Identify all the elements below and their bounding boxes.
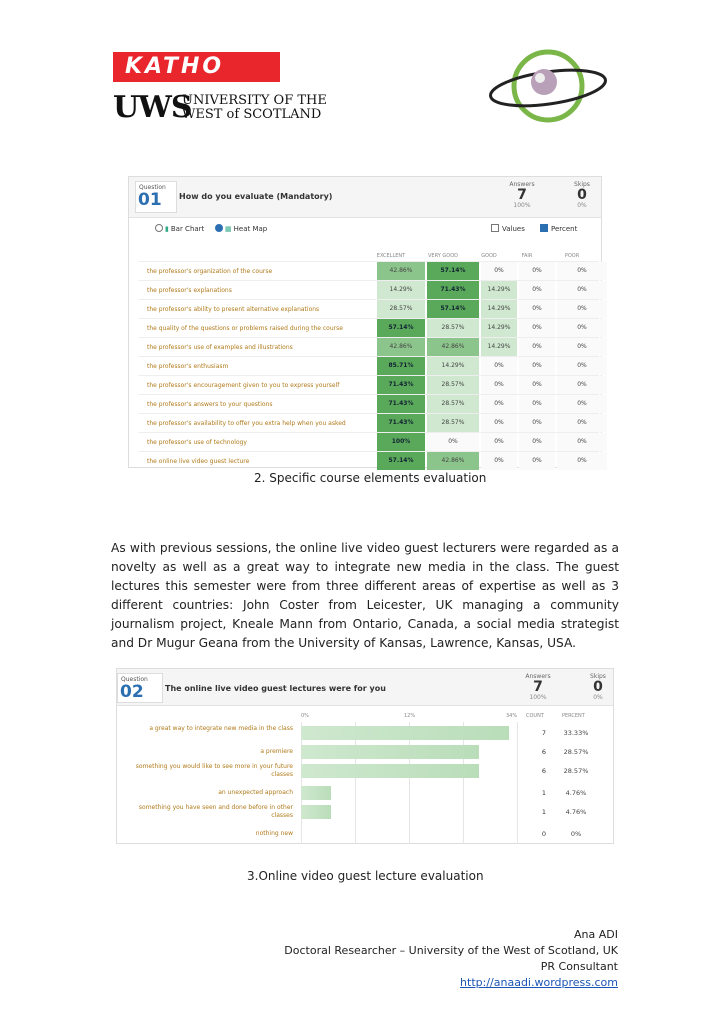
heatmap-cell: 0%: [557, 338, 607, 356]
heatmap-cell: 57.14%: [377, 452, 425, 470]
heatmap-cell: 71.43%: [427, 281, 479, 299]
bar-chart-label: Bar Chart: [170, 225, 205, 233]
heat-map-option[interactable]: [215, 224, 267, 233]
bar-count: 7: [541, 729, 547, 737]
heatmap-cell: 14.29%: [481, 319, 517, 337]
percent-header: PERCENT: [562, 713, 585, 719]
caption-figure-3: 3.Online video guest lecture evaluation: [247, 869, 484, 883]
heatmap-cell: 0%: [519, 300, 555, 318]
heatmap-cell: 71.43%: [377, 414, 425, 432]
view-toolbar: [129, 218, 601, 240]
heatmap-cell: 28.57%: [427, 414, 479, 432]
percent-label: Percent: [551, 225, 578, 233]
heatmap-cell: 0%: [481, 414, 517, 432]
bar-percent: 0%: [570, 830, 582, 838]
heatmap-cell: 14.29%: [377, 281, 425, 299]
bar: [301, 745, 479, 759]
heatmap-cell: 0%: [557, 414, 607, 432]
heatmap-cell: 0%: [481, 357, 517, 375]
uws-logo-mark: UWS: [113, 90, 192, 125]
bar-label: a premiere: [260, 748, 293, 755]
question-number: 01: [138, 190, 162, 210]
answers-stat: [497, 181, 547, 209]
table-row: [139, 375, 599, 395]
checkbox-checked-icon[interactable]: [540, 224, 548, 232]
answers-label: Answers: [525, 673, 551, 680]
body-paragraph: As with previous sessions, the online live video guest lecturers were regarded as a novelty as well as a great way to integrate new media in the class. The guest lectures this semester were from three different areas of expertise as well as 3 different countries: John Coster from Leicester, UK managing a community journalism project, Kneale Mann from Ontario, Canada, a social media strategist and Dr Mugur Geana from the University of Kansas, Lawrence, Kansas, USA.: [111, 541, 619, 650]
skips-percent: 0%: [577, 202, 587, 209]
bar-percent: 4.76%: [565, 808, 587, 816]
heatmap-cell: 71.43%: [377, 395, 425, 413]
row-label: the online live video guest lecture: [147, 458, 250, 465]
bar-label: an unexpected approach: [218, 789, 293, 796]
signature-block: [284, 927, 618, 991]
uws-name-line2: WEST of SCOTLAND: [182, 107, 322, 122]
checkbox-icon[interactable]: [491, 224, 499, 232]
column-header: VERY GOOD: [428, 253, 458, 259]
uws-name-line1: UNIVERSITY OF THE: [182, 93, 327, 108]
values-option[interactable]: [491, 224, 525, 233]
heatmap-cell: 14.29%: [427, 357, 479, 375]
row-label: the professor's explanations: [147, 287, 232, 294]
row-label: the professor's ability to present alternative explanations: [147, 306, 320, 313]
heatmap-cell: 71.43%: [377, 376, 425, 394]
heatmap-cell: 0%: [519, 395, 555, 413]
bar-count: 6: [541, 748, 547, 756]
grid-line: [301, 722, 302, 844]
question-label: Question: [139, 184, 166, 191]
heatmap-cell: 57.14%: [427, 262, 479, 280]
bar: [301, 764, 479, 778]
question-title: How do you evaluate (Mandatory): [179, 192, 333, 201]
bar-count: 0: [541, 830, 547, 838]
axis-tick-label: 0%: [301, 713, 309, 719]
answers-label: Answers: [509, 181, 535, 188]
radio-selected-icon[interactable]: [215, 224, 223, 232]
heatmap-cell: 0%: [481, 376, 517, 394]
question-title: The online live video guest lectures were for you: [165, 684, 386, 693]
heatmap-cell: 0%: [519, 376, 555, 394]
heatmap-cell: 14.29%: [481, 300, 517, 318]
skips-percent: 0%: [593, 694, 603, 701]
column-header: FAIR: [521, 253, 533, 259]
heatmap-cell: 28.57%: [427, 319, 479, 337]
heatmap-cell: 0%: [519, 357, 555, 375]
heatmap-cell: 0%: [481, 262, 517, 280]
question-badge: [117, 673, 163, 703]
question-header: [129, 177, 601, 218]
skips-stat: [557, 181, 607, 209]
heatmap-cell: 0%: [481, 452, 517, 470]
column-header: GOOD: [481, 253, 497, 259]
bar: [301, 786, 331, 800]
bar-count: 1: [541, 789, 547, 797]
column-header: EXCELLENT: [376, 253, 406, 259]
answers-percent: 100%: [513, 202, 531, 209]
bar-percent: 28.57%: [563, 767, 589, 775]
table-row: [139, 356, 599, 376]
heatmap-cell: 42.86%: [377, 262, 425, 280]
count-header: COUNT: [526, 713, 544, 719]
skips-value: 0: [577, 187, 587, 203]
row-label: the professor's organization of the course: [147, 268, 273, 275]
heatmap-cell: 42.86%: [427, 452, 479, 470]
row-label: the professor's encouragement given to you to express yourself: [147, 382, 340, 389]
skips-stat: [573, 673, 623, 701]
bar: [301, 805, 331, 819]
row-label: the professor's use of examples and illustrations: [147, 344, 293, 351]
heatmap-cell: 0%: [481, 433, 517, 451]
answers-stat: [513, 673, 563, 701]
bar-chart-icon: ▮: [165, 225, 169, 233]
answers-value: 7: [517, 187, 527, 203]
heat-map-label: Heat Map: [233, 225, 268, 233]
bar: [301, 726, 509, 740]
heatmap-cell: 0%: [519, 338, 555, 356]
table-row: [139, 394, 599, 414]
heatmap-cell: 42.86%: [427, 338, 479, 356]
answers-percent: 100%: [529, 694, 547, 701]
grid-line: [409, 722, 410, 844]
heatmap-cell: 28.57%: [427, 395, 479, 413]
heatmap-cell: 0%: [557, 281, 607, 299]
question-badge: [135, 181, 177, 213]
row-label: the quality of the questions or problems raised during the course: [147, 325, 343, 332]
radio-icon[interactable]: [155, 224, 163, 232]
heatmap-cell: 85.71%: [377, 357, 425, 375]
grid-line: [463, 722, 464, 844]
heatmap-cell: 0%: [557, 262, 607, 280]
grid-line: [517, 722, 518, 844]
author-role: Doctoral Researcher – University of the West of Scotland, UK: [284, 944, 618, 957]
question-header: [117, 669, 613, 706]
skips-label: Skips: [574, 181, 590, 188]
heatmap-cell: 0%: [557, 395, 607, 413]
heatmap-cell: 57.14%: [377, 319, 425, 337]
heatmap-cell: 0%: [519, 433, 555, 451]
column-header: POOR: [564, 253, 580, 259]
heatmap-cell: 0%: [557, 433, 607, 451]
row-label: the professor's enthusiasm: [147, 363, 229, 370]
bar-chart-option[interactable]: [155, 224, 204, 233]
row-label: the professor's answers to your questions: [147, 401, 273, 408]
heatmap-cell: 0%: [557, 376, 607, 394]
heatmap-cell: 28.57%: [427, 376, 479, 394]
heatmap-cell: 0%: [519, 319, 555, 337]
heatmap-cell: 42.86%: [377, 338, 425, 356]
bar-percent: 33.33%: [563, 729, 589, 737]
table-row: [139, 337, 599, 357]
table-row: [139, 261, 599, 281]
heatmap-cell: 0%: [557, 319, 607, 337]
bar-label: something you have seen and done before in other classes: [138, 804, 293, 819]
bar-label: something you would like to see more in your future classes: [135, 763, 293, 778]
heatmap-cell: 14.29%: [481, 281, 517, 299]
answers-value: 7: [533, 679, 543, 695]
heatmap-cell: 14.29%: [481, 338, 517, 356]
table-row: [139, 413, 599, 433]
orbit-logo-icon: [488, 44, 608, 126]
skips-label: Skips: [590, 673, 606, 680]
author-name: Ana ADI: [574, 928, 618, 941]
heatmap-cell: 0%: [557, 300, 607, 318]
question-number: 02: [120, 682, 144, 702]
uws-logo-name: [182, 94, 327, 122]
heatmap-cell: 0%: [427, 433, 479, 451]
author-role-2: PR Consultant: [540, 960, 618, 973]
values-label: Values: [502, 225, 525, 233]
heatmap-cell: 28.57%: [377, 300, 425, 318]
bar-label: a great way to integrate new media in the class: [149, 725, 293, 732]
heatmap-cell: 57.14%: [427, 300, 479, 318]
row-label: the professor's use of technology: [147, 439, 247, 446]
table-row: [139, 299, 599, 319]
skips-value: 0: [593, 679, 603, 695]
caption-figure-2: 2. Specific course elements evaluation: [254, 471, 487, 485]
axis-tick-label: 12%: [404, 713, 416, 719]
table-row: [139, 318, 599, 338]
heatmap-cell: 0%: [519, 452, 555, 470]
row-label: the professor's availability to offer you extra help when you asked: [147, 420, 346, 427]
percent-option[interactable]: [540, 224, 577, 233]
table-row: [139, 432, 599, 452]
heatmap-cell: 0%: [481, 395, 517, 413]
question-panel-01: [128, 176, 602, 468]
heatmap-cell: 0%: [519, 262, 555, 280]
bar-percent: 4.76%: [565, 789, 587, 797]
bar-count: 6: [541, 767, 547, 775]
bar-count: 1: [541, 808, 547, 816]
axis-tick-label: 34%: [506, 713, 518, 719]
bar-percent: 28.57%: [563, 748, 589, 756]
bar-label: nothing new: [255, 830, 293, 837]
heatmap-cell: 0%: [519, 281, 555, 299]
katho-logo: KATHO: [113, 52, 280, 82]
heatmap-cell: 0%: [557, 357, 607, 375]
question-label: Question: [121, 676, 148, 683]
heat-map-icon: ▦: [225, 225, 232, 233]
grid-line: [355, 722, 356, 844]
heatmap-cell: 0%: [557, 452, 607, 470]
table-row: [139, 451, 599, 471]
heatmap-cell: 0%: [519, 414, 555, 432]
heatmap-cell: 100%: [377, 433, 425, 451]
author-link[interactable]: http://anaadi.wordpress.com: [460, 976, 618, 989]
table-row: [139, 280, 599, 300]
